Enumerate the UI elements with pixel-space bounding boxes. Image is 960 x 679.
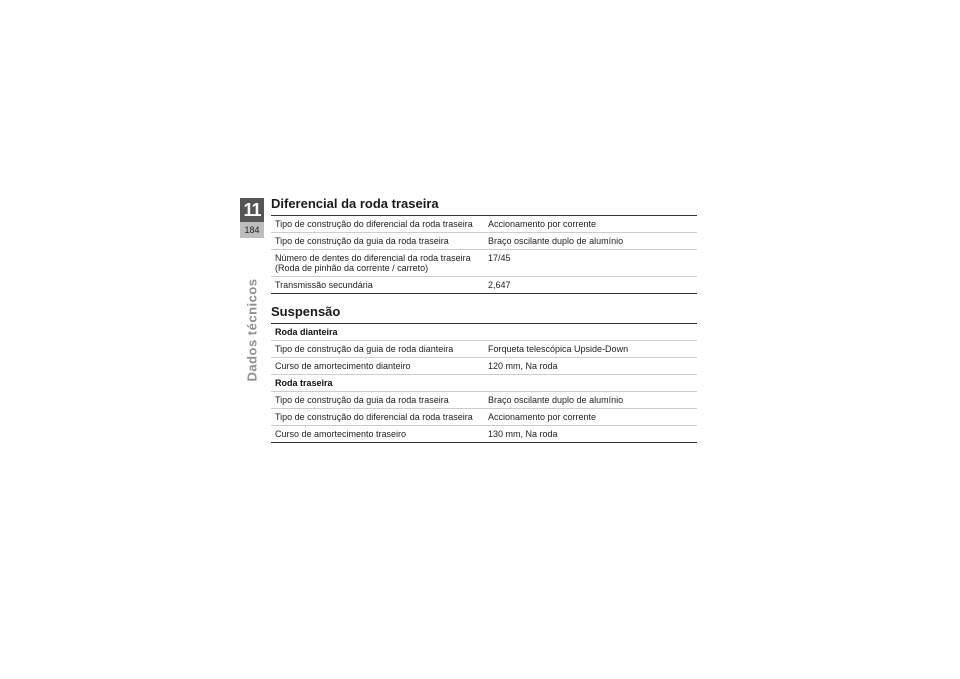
table-row xyxy=(271,216,697,233)
spec-value: 2,647 xyxy=(488,280,511,290)
spec-value: Braço oscilante duplo de alumínio xyxy=(484,233,697,250)
spec-label: Transmissão secundária xyxy=(275,280,373,290)
subheading-rear-wheel: Roda traseira xyxy=(271,375,697,392)
spec-label: Tipo de construção do diferencial da roda traseira xyxy=(271,409,484,426)
spec-table-diferencial xyxy=(271,215,697,294)
chapter-number: 11 xyxy=(240,198,264,222)
section-title-diferencial: Diferencial da roda traseira xyxy=(271,196,439,211)
spec-label: Curso de amortecimento traseiro xyxy=(275,429,407,439)
spec-label xyxy=(271,250,484,277)
side-chapter-title-text: Dados técnicos xyxy=(244,278,260,382)
spec-value: 120 mm, Na roda xyxy=(484,358,697,375)
spec-label-line: (Roda de pinhão da corrente / carreto) xyxy=(275,263,429,273)
spec-value: Accionamento por corrente xyxy=(484,216,697,233)
spec-label: Tipo de construção do diferencial da roda traseira xyxy=(271,216,484,233)
spec-value: Forqueta telescópica Upside-Down xyxy=(484,341,697,358)
table-subheading-row xyxy=(271,324,697,341)
table-row xyxy=(271,341,697,358)
table-row xyxy=(271,250,697,277)
spec-label: Curso de amortecimento dianteiro xyxy=(271,358,484,375)
table-row xyxy=(271,392,697,409)
spec-table-suspensao xyxy=(271,323,697,443)
table-row xyxy=(271,426,697,443)
spec-label: Tipo de construção da guia da roda traseira xyxy=(271,233,484,250)
subheading-front-wheel: Roda dianteira xyxy=(271,324,697,341)
page-number: 184 xyxy=(244,225,260,235)
spec-label: Tipo de construção da guia de roda dianteira xyxy=(271,341,484,358)
section-title-suspensao: Suspensão xyxy=(271,304,341,319)
table-subheading-row xyxy=(271,375,697,392)
table-row xyxy=(271,409,697,426)
chapter-tab xyxy=(240,198,264,238)
table-row xyxy=(271,233,697,250)
spec-label: Tipo de construção da guia da roda traseira xyxy=(271,392,484,409)
spec-value: 130 mm, Na roda xyxy=(488,429,558,439)
table-row xyxy=(271,358,697,375)
spec-label-line: Número de dentes do diferencial da roda traseira xyxy=(275,253,471,263)
main-content xyxy=(271,196,697,443)
spec-value: 17/45 xyxy=(484,250,697,277)
table-row xyxy=(271,277,697,294)
spec-value: Braço oscilante duplo de alumínio xyxy=(484,392,697,409)
spec-value: Accionamento por corrente xyxy=(484,409,697,426)
